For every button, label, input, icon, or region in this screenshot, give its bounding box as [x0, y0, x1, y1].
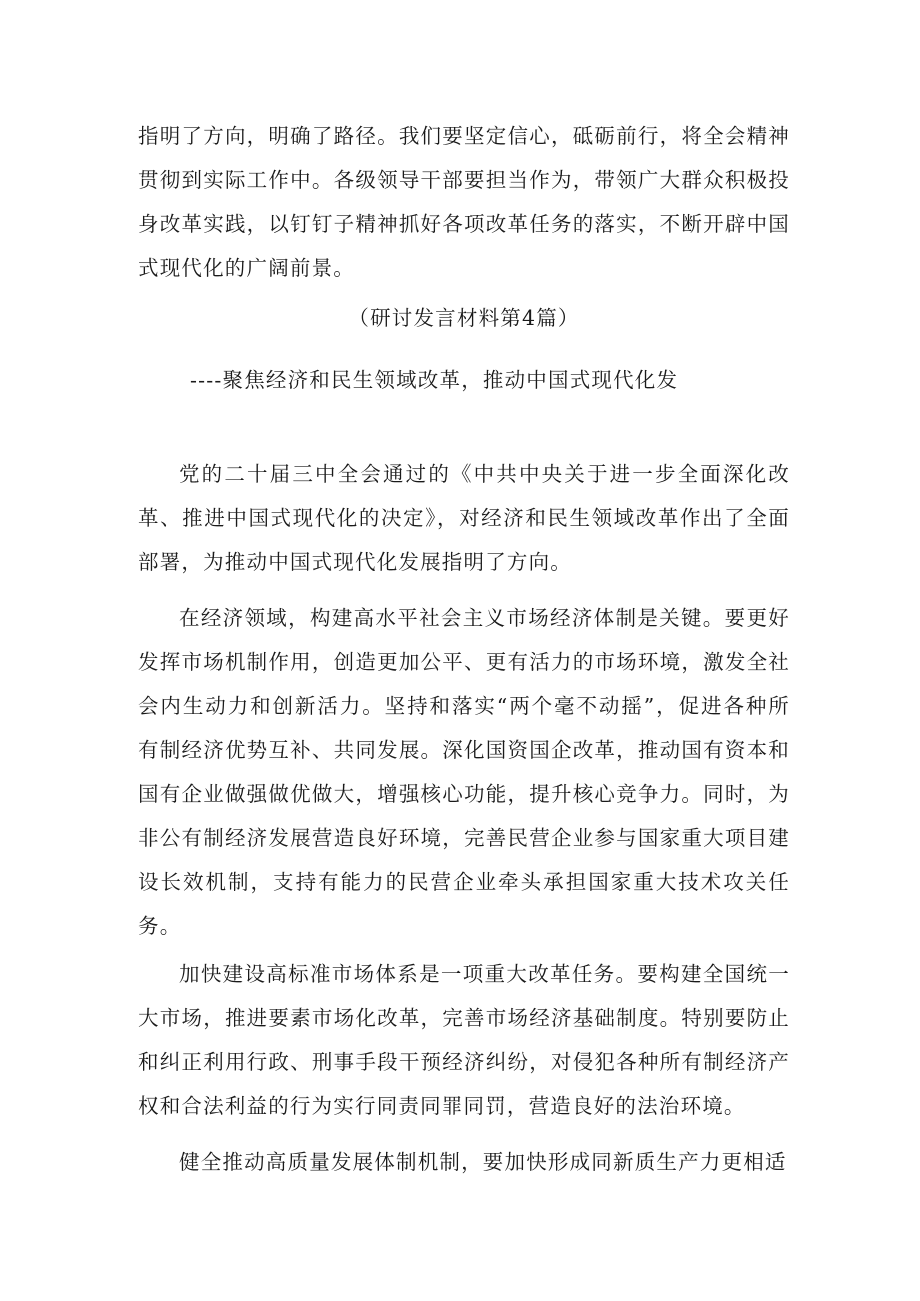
paragraph-4: 健全推动高质量发展体制机制，要加快形成同新质生产力更相适 — [179, 1150, 787, 1174]
intro-paragraph: 指明了方向，明确了路径。我们要坚定信心，砥砺前行，将全会精神贯彻到实际工作中。各级领导干部要担当作为，带领广大群众积极投身改革实践，以钉钉子精神抓好各项改革任务的落实，不断开辟中国式现代化的广阔前景。 — [138, 124, 790, 280]
section-title: （研讨发言材料第4篇） — [348, 306, 580, 330]
subtitle: ----聚焦经济和民生领域改革，推动中国式现代化发 — [190, 368, 679, 392]
paragraph-1: 党的二十届三中全会通过的《中共中央关于进一步全面深化改革、推进中国式现代化的决定》，对经济和民生领域改革作出了全面部署，为推动中国式现代化发展指明了方向。 — [138, 462, 790, 574]
paragraph-3: 加快建设高标准市场体系是一项重大改革任务。要构建全国统一大市场，推进要素市场化改革，完善市场经济基础制度。特别要防止和纠正利用行政、刑事手段干预经济纠纷，对侵犯各种所有制经济产权和合法利益的行为实行同责同罪同罚，营造良好的法治环境。 — [138, 962, 790, 1118]
paragraph-2: 在经济领域，构建高水平社会主义市场经济体制是关键。要更好发挥市场机制作用，创造更加公平、更有活力的市场环境，激发全社会内生动力和创新活力。坚持和落实“两个毫不动摇”，促进各种所有制经济优势互补、共同发展。深化国资国企改革，推动国有资本和国有企业做强做优做大，增强核心功能，提升核心竞争力。同时，为非公有制经济发展营造良好环境，完善民营企业参与国家重大项目建设长效机制，支持有能力的民营企业牵头承担国家重大技术攻关任务。 — [138, 606, 790, 938]
